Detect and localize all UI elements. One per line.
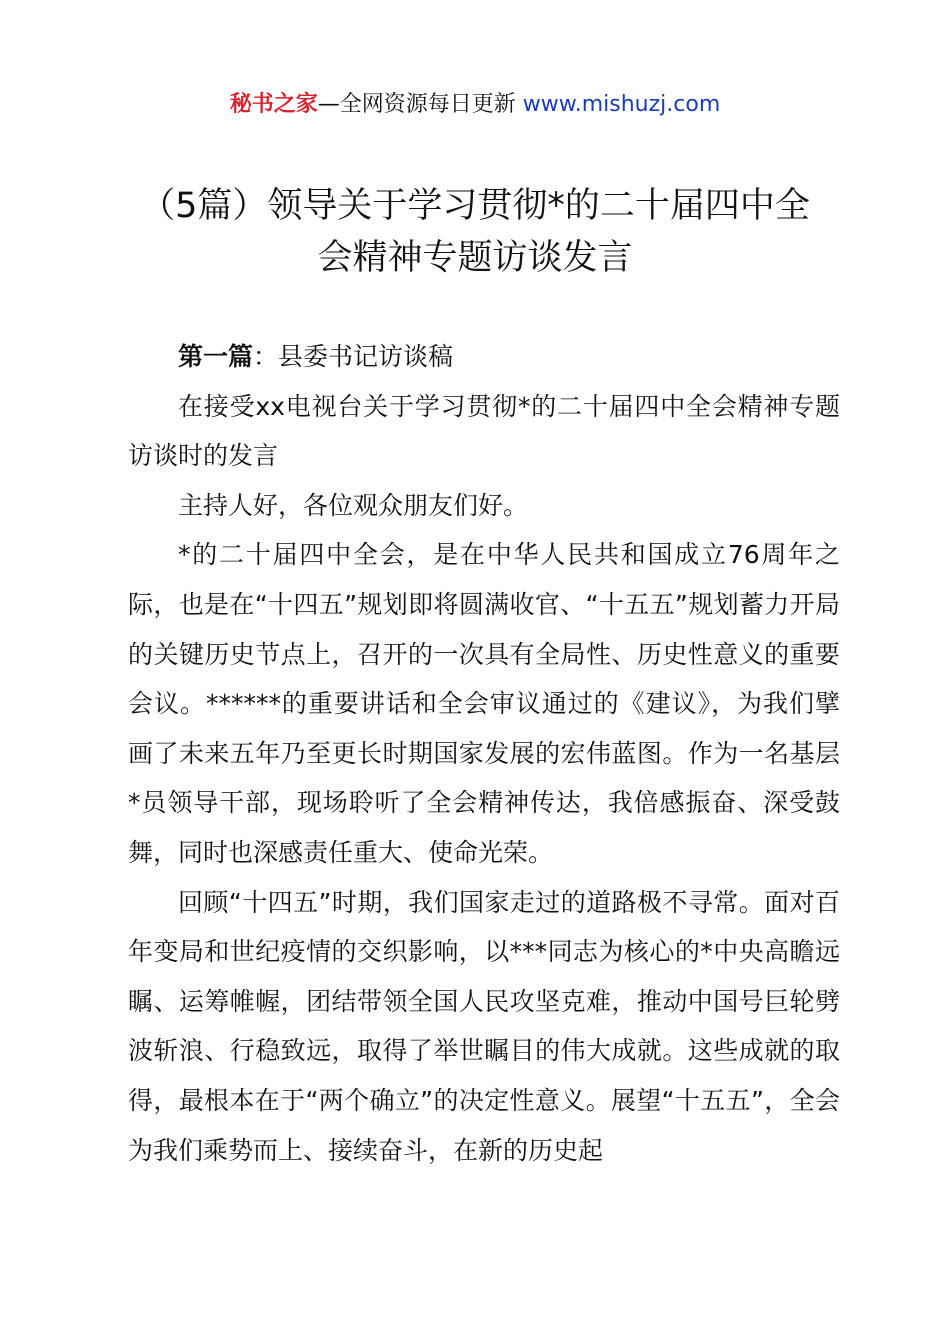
site-url-link[interactable]: www.mishuzj.com: [522, 92, 721, 117]
section-label-bold: 第一篇: [178, 342, 254, 371]
paragraph: 回顾“十四五”时期，我们国家走过的道路极不寻常。面对百年变局和世纪疫情的交织影响，以***同志为核心的*中央高瞻远瞩、运筹帷幄，团结带领全国人民攻坚克难，推动中国号巨轮劈波斩浪、行稳致远，取得了举世瞩目的伟大成就。这些成就的取得，最根本在于“两个确立”的决定性意义。展望“十五五”，全会为我们乘势而上、接续奋斗，在新的历史起: [128, 887, 840, 1165]
site-brand: 秘书之家: [229, 92, 318, 117]
paragraph: 主持人好，各位观众朋友们好。: [178, 490, 529, 520]
title-line-1: （5篇）领导关于学习贯彻*的二十届四中全: [140, 186, 810, 226]
paragraph: *的二十届四中全会，是在中华人民共和国成立76周年之际，也是在“十四五”规划即将圆满收官、“十五五”规划蓄力开局的关键历史节点上，召开的一次具有全局性、历史性意义的重要会议。******的重要讲话和全会审议通过的《建议》，为我们擘画了未来五年乃至更长时期国家发展的宏伟蓝图。作为一名基层*员领导干部，现场聆听了全会精神传达，我倍感振奋、深受鼓舞，同时也深感责任重大、使命光荣。: [128, 540, 840, 867]
section-heading: [128, 332, 840, 382]
paragraph: 在接受xx电视台关于学习贯彻*的二十届四中全会精神专题访谈时的发言: [128, 391, 840, 471]
section-label-rest: ：县委书记访谈稿: [253, 342, 454, 371]
site-slogan: —全网资源每日更新: [317, 92, 523, 117]
document-body: [128, 332, 840, 1175]
site-header: [0, 88, 950, 122]
document-title: [100, 180, 850, 284]
title-line-2: 会精神专题访谈发言: [317, 238, 633, 278]
